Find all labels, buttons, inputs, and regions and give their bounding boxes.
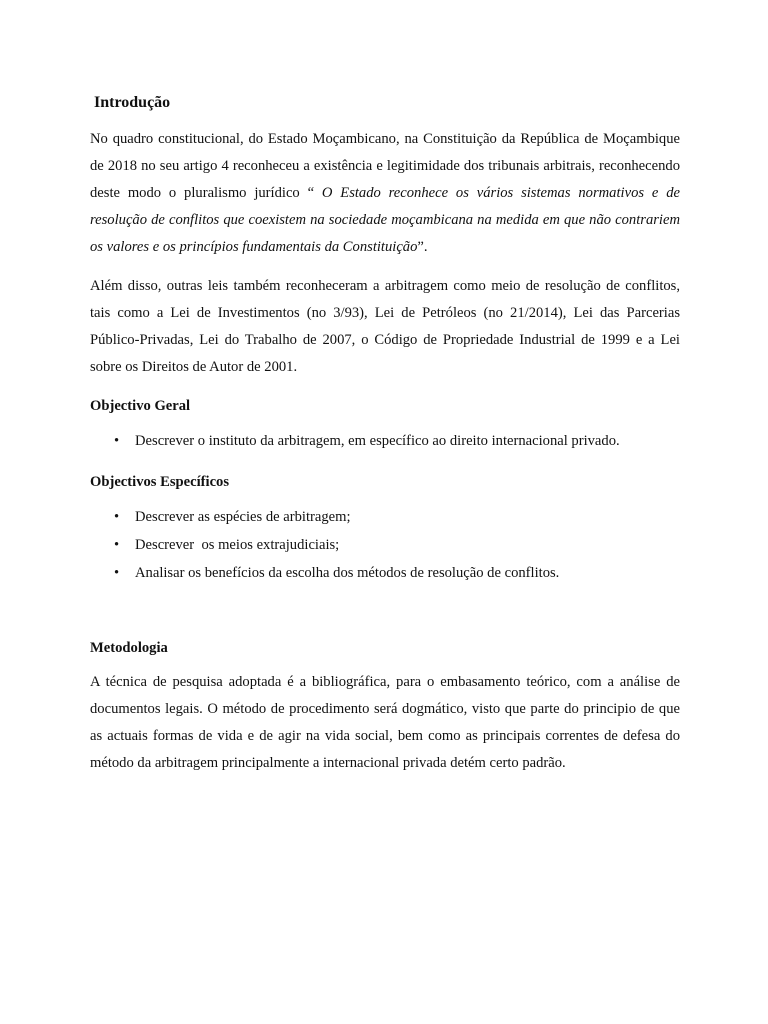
- section-title-objectivo-geral: Objectivo Geral: [90, 398, 191, 414]
- intro-paragraph-2: Além disso, outras leis também reconheceram a arbitragem como meio de resolução de conflitos, tais como a Lei de Investimentos (no 3/93), Lei de Petróleos (no 21/2014), Lei das Parcerias Público-Privadas, Lei do Trabalho de 2007, o Código de Propriedade Industrial de 1999 e a Lei sobre os Direitos de Autor de 2001.: [90, 278, 680, 375]
- bullet-icon: •: [114, 537, 120, 553]
- objectivo-geral-list: [90, 427, 680, 455]
- intro-paragraph-1-text: No quadro constitucional, do Estado Moçambicano, na Constituição da República de Moçambique de 2018 no seu artigo 4 reconheceu a existência e legitimidade dos tribunais arbitrais, reconhecendo deste modo o pluralismo jurídico “: [90, 131, 680, 201]
- intro-paragraph-1: [90, 126, 680, 261]
- objectivos-especificos-list: [90, 503, 680, 587]
- bullet-icon: •: [114, 509, 120, 525]
- list-item: [90, 503, 680, 531]
- intro-paragraph-1-end: ”.: [417, 239, 428, 255]
- list-item: [90, 531, 680, 559]
- list-item-text: Analisar os benefícios da escolha dos métodos de resolução de conflitos.: [135, 565, 560, 581]
- list-item: [90, 559, 680, 587]
- section-title-introducao: Introdução: [94, 94, 171, 111]
- metodologia-paragraph: A técnica de pesquisa adoptada é a bibliográfica, para o embasamento teórico, com a análise de documentos legais. O método de procedimento será dogmático, visto que parte do principio de que as actuais formas de vida e de agir na vida social, bem como as principais correntes de defesa do método da arbitragem principalmente a internacional privada detém certo padrão.: [90, 674, 680, 771]
- document-page: [90, 90, 680, 789]
- section-title-metodologia: Metodologia: [90, 640, 168, 656]
- constitution-quote: O Estado reconhece os vários sistemas normativos e de resolução de conflitos que coexistem na sociedade moçambicana na medida em que não contrariem os valores e os princípios fundamentais da Constituição: [90, 185, 680, 255]
- section-spacer: [90, 601, 680, 635]
- list-item-text: Descrever as espécies de arbitragem;: [135, 509, 351, 525]
- section-title-objectivos-especificos: Objectivos Específicos: [90, 474, 230, 490]
- list-item-text: Descrever os meios extrajudiciais;: [135, 537, 340, 553]
- bullet-icon: •: [114, 565, 120, 581]
- list-item-text: Descrever o instituto da arbitragem, em específico ao direito internacional privado.: [135, 433, 620, 449]
- list-item: [90, 427, 680, 455]
- bullet-icon: •: [114, 433, 120, 449]
